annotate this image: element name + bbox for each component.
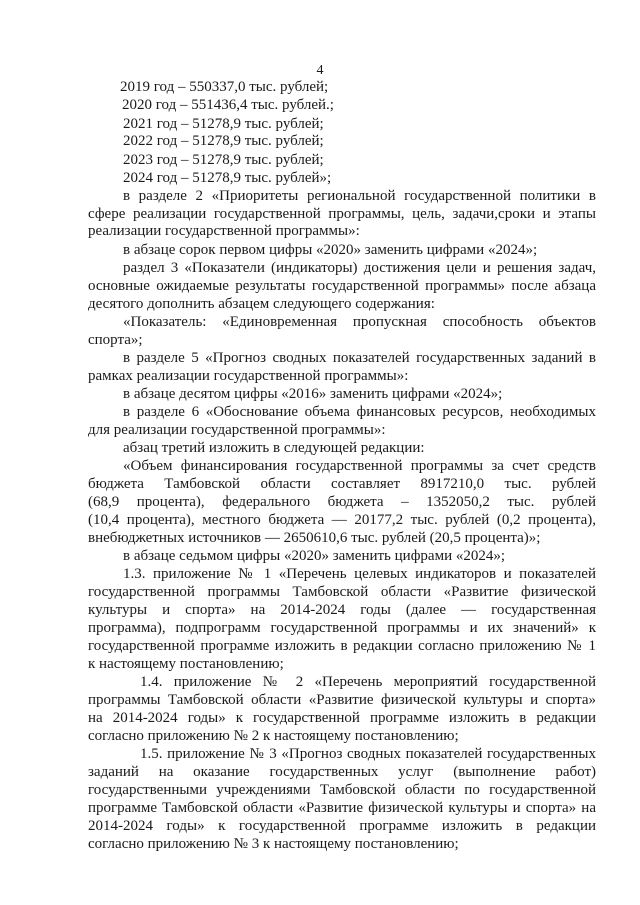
text-line: заданий на оказание государственных услуг (выполнение работ) [88, 764, 596, 780]
text-line: реализации государственной программы»: [88, 223, 360, 239]
text-line: 1.3. приложение № 1 «Перечень целевых индикаторов и показателей [123, 566, 596, 582]
text-line: в разделе 5 «Прогноз сводных показателей государственных заданий в [123, 350, 596, 366]
text-line: рамках реализации государственной программы»: [88, 368, 409, 384]
text-line: в разделе 2 «Приоритеты региональной государственной политики в [123, 188, 596, 204]
text-line: десятого дополнить абзацем следующего содержания: [88, 296, 435, 312]
budget-line-2020: 2020 год – 551436,4 тыс. рублей.; [122, 97, 334, 113]
text-line: абзац третий изложить в следующей редакции: [123, 440, 425, 456]
text-line: государственной программы Тамбовской области «Развитие физической [88, 584, 596, 600]
text-line: государственной программе изложить в редакции согласно приложению № 1 [88, 638, 596, 654]
text-line: в абзаце десятом цифры «2016» заменить цифрами «2024»; [123, 386, 503, 402]
text-line: 1.5. приложение № 3 «Прогноз сводных показателей государственных [140, 746, 596, 762]
text-line: программы Тамбовской области «Развитие физической культуры и спорта» [88, 692, 596, 708]
text-line: на 2014-2024 годы» к государственной программе изложить в редакции [88, 710, 596, 726]
budget-line-2024: 2024 год – 51278,9 тыс. рублей»; [123, 170, 332, 186]
text-line: спорта»; [88, 332, 143, 348]
text-line: культуры и спорта» на 2014-2024 годы (далее — государственная [88, 602, 596, 618]
text-line: программа), подпрограмм государственной программы и их значений» к [88, 620, 596, 636]
budget-line-2021: 2021 год – 51278,9 тыс. рублей; [123, 116, 324, 132]
text-line: программе Тамбовской области «Развитие физической культуры и спорта» на [88, 800, 596, 816]
budget-line-2022: 2022 год – 51278,9 тыс. рублей; [123, 133, 324, 149]
text-line: для реализации государственной программы»: [88, 422, 386, 438]
text-line: согласно приложению № 3 к настоящему постановлению; [88, 836, 459, 852]
text-line: (10,4 процента), местного бюджета — 20177,2 тыс. рублей (0,2 процента), [88, 512, 596, 528]
text-line: согласно приложению № 2 к настоящему постановлению; [88, 728, 459, 744]
page-number: 4 [316, 63, 324, 78]
text-line: к настоящему постановлению; [88, 656, 284, 672]
text-line: в разделе 6 «Обоснование объема финансовых ресурсов, необходимых [123, 404, 596, 420]
budget-line-2019: 2019 год – 550337,0 тыс. рублей; [120, 79, 329, 95]
text-line: внебюджетных источников — 2650610,6 тыс. рублей (20,5 процента)»; [88, 530, 541, 546]
text-line: «Объем финансирования государственной программы за счет средств [123, 458, 596, 474]
budget-line-2023: 2023 год – 51278,9 тыс. рублей; [123, 152, 324, 168]
text-line: основные ожидаемые результаты государственной программы» после абзаца [88, 278, 596, 294]
text-line: в абзаце седьмом цифры «2020» заменить цифрами «2024»; [123, 548, 506, 564]
text-line: «Показатель: «Единовременная пропускная способность объектов [123, 314, 596, 330]
text-line: 2014-2024 годы» к государственной программе изложить в редакции [88, 818, 596, 834]
text-line: 1.4. приложение № 2 «Перечень мероприятий государственной [140, 674, 596, 690]
text-line: сфере реализации государственной программы, цель, задачи,сроки и этапы [88, 206, 596, 222]
text-line: раздел 3 «Показатели (индикаторы) достижения цели и решения задач, [123, 260, 596, 276]
text-line: (68,9 процента), федерального бюджета – 1352050,2 тыс. рублей [88, 494, 596, 510]
text-line: государственными учреждениями Тамбовской области по государственной [88, 782, 596, 798]
text-line: бюджета Тамбовской области составляет 8917210,0 тыс. рублей [88, 476, 596, 492]
text-line: в абзаце сорок первом цифры «2020» заменить цифрами «2024»; [123, 242, 538, 258]
